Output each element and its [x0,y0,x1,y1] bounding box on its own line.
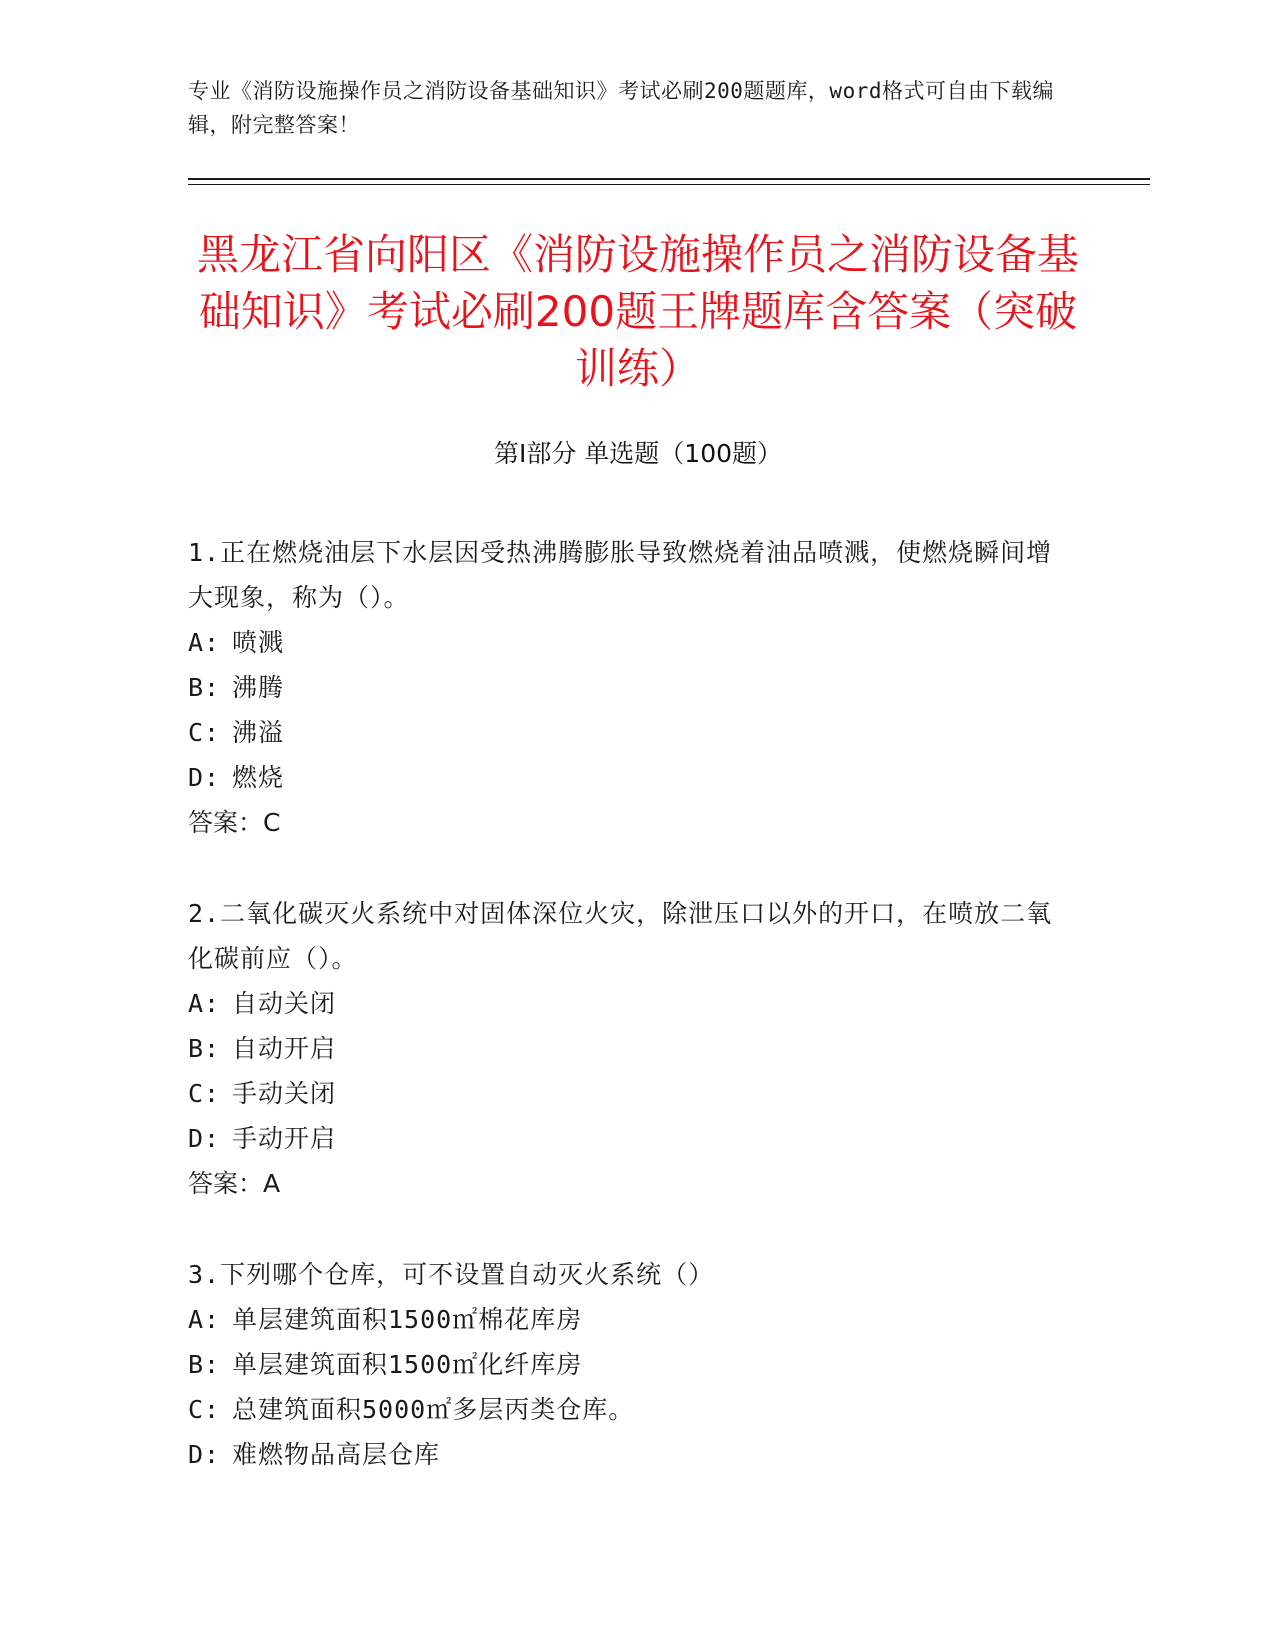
answer-option [188,710,1068,755]
header-divider-thin [188,184,1150,185]
answer-option [188,755,1068,800]
option-letter: C: [188,718,221,747]
header-note: 专业《消防设施操作员之消防设备基础知识》考试必刷200题题库，word格式可自由下载编辑，附完整答案！ [188,79,1054,137]
section-heading: 第I部分 单选题（100题） [493,439,783,468]
option-letter: B: [188,1034,221,1063]
option-text: 喷溅 [232,628,285,657]
answer-option [188,1297,1068,1342]
option-letter: D: [188,763,221,792]
option-letter: D: [188,1440,221,1469]
question-stem: 1.正在燃烧油层下水层因受热沸腾膨胀导致燃烧着油品喷溅，使燃烧瞬间增大现象，称为（）。 [188,538,1053,612]
question-stem: 3.下列哪个仓库，可不设置自动灭火系统（） [188,1260,715,1289]
answer-key: 答案：A [188,1169,281,1198]
question-block [188,1252,1068,1477]
document-title: 黑龙江省向阳区《消防设施操作员之消防设备基础知识》考试必刷200题王牌题库含答案（突破训练） [196,230,1079,393]
option-text: 自动开启 [232,1034,337,1063]
answer-option [188,1026,1068,1071]
option-text: 手动开启 [232,1124,337,1153]
question-block [188,530,1068,845]
option-text: 手动关闭 [232,1079,337,1108]
option-text: 沸溢 [232,718,285,747]
question-stem: 2.二氧化碳灭火系统中对固体深位火灾，除泄压口以外的开口，在喷放二氧化碳前应（）。 [188,899,1053,973]
option-letter: C: [188,1395,221,1424]
option-letter: A: [188,628,221,657]
answer-option [188,620,1068,665]
answer-option [188,981,1068,1026]
answer-option [188,1342,1068,1387]
answer-option [188,665,1068,710]
answer-key: 答案：C [188,808,281,837]
option-letter: B: [188,1350,221,1379]
answer-option [188,1116,1068,1161]
question-list [188,530,1068,1523]
option-text: 燃烧 [232,763,285,792]
option-text: 总建筑面积5000㎡多层丙类仓库。 [232,1395,635,1424]
option-letter: A: [188,1305,221,1334]
question-block [188,891,1068,1206]
answer-option [188,1432,1068,1477]
option-text: 沸腾 [232,673,285,702]
header-divider-thick [188,178,1150,180]
option-letter: A: [188,989,221,1018]
option-text: 难燃物品高层仓库 [232,1440,441,1469]
answer-option [188,1387,1068,1432]
option-text: 自动关闭 [232,989,337,1018]
option-letter: B: [188,673,221,702]
option-text: 单层建筑面积1500㎡棉花库房 [232,1305,583,1334]
option-text: 单层建筑面积1500㎡化纤库房 [232,1350,583,1379]
option-letter: C: [188,1079,221,1108]
answer-option [188,1071,1068,1116]
option-letter: D: [188,1124,221,1153]
